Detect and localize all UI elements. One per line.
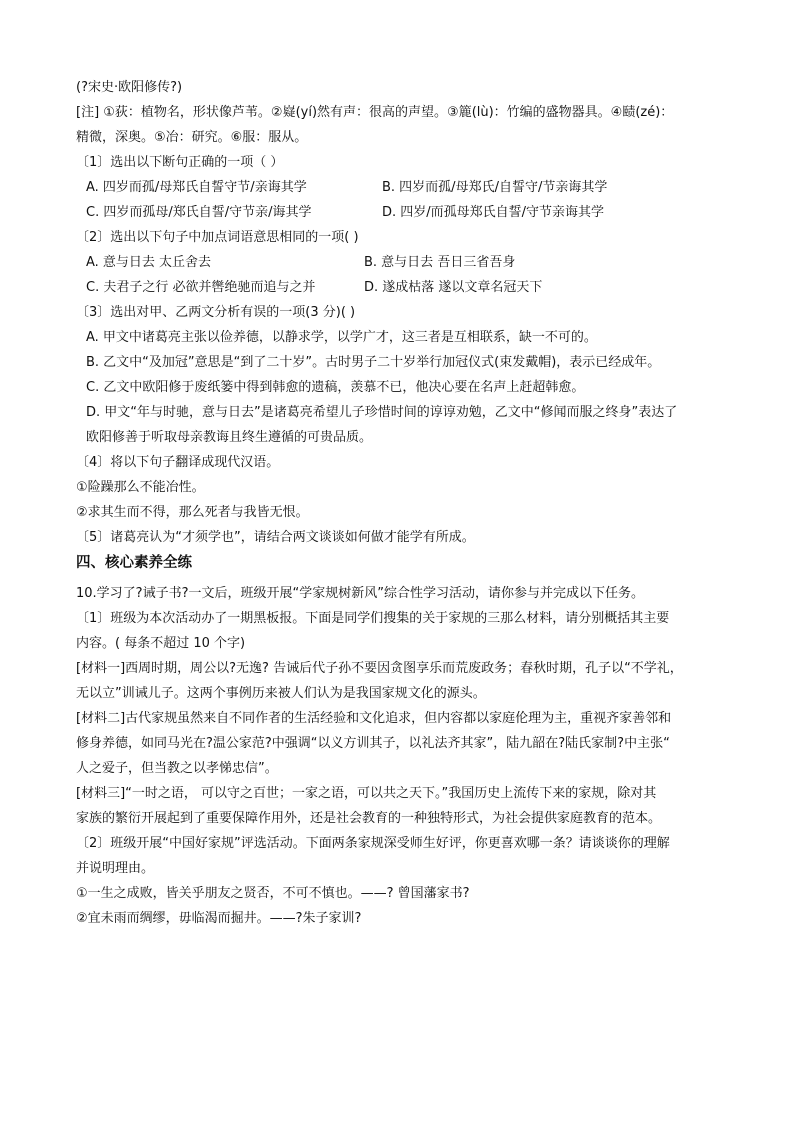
- notes-line-1: [注] ①荻：植物名，形状像芦苇。②嶷(yí)然有声：很高的声望。③簏(lù)：竹编的盛物器具。④赜(zé)：: [76, 105, 674, 120]
- question-2-option-b: B. 意与日去 吾日三省吾身: [364, 255, 516, 270]
- material-2-line-2: 修身养德，如同马光在?温公家范?中强调“以义方训其子，以礼法齐其家”，陆九韶在?陆氏家制?中主张“: [76, 736, 670, 751]
- question-4-sentence-2: ②求其生而不得，那么死者与我皆无恨。: [76, 505, 309, 520]
- question-5-stem: 〔5〕诸葛亮认为“才须学也”，请结合两文谈谈如何做才能学有所成。: [76, 530, 475, 545]
- question-10-intro: 10.学习了?诫子书?一文后，班级开展“学家规树新风”综合性学习活动，请你参与并完成以下任务。: [76, 586, 644, 601]
- family-rule-2: ②宜未雨而绸缪，毋临渴而掘井。——?朱子家训?: [76, 911, 362, 926]
- material-3-line-1: [材料三]“一时之语， 可以守之百世；一家之语，可以共之天下。”我国历史上流传下来的家规，除对其: [76, 786, 657, 801]
- question-1-option-b: B. 四岁而孤/母郑氏/自誓守/节亲诲其学: [382, 180, 608, 195]
- question-3-option-a: A. 甲文中诸葛亮主张以俭养德，以静求学，以学广才，这三者是互相联系，缺一不可的。: [86, 330, 597, 345]
- question-10-part-2-line-1: 〔2〕班级开展“中国好家规”评选活动。下面两条家规深受师生好评，你更喜欢哪一条？请谈谈你的理解: [76, 836, 670, 851]
- material-3-line-2: 家族的繁衍开展起到了重要保障作用外，还是社会教育的一种独特形式，为社会提供家庭教育的范本。: [76, 811, 662, 826]
- notes-line-2: 精微，深奥。⑤冶：研究。⑥服：服从。: [76, 130, 308, 145]
- question-1-option-c: C. 四岁而孤母/郑氏自誓/守节亲/诲其学: [86, 205, 312, 220]
- question-1-option-a: A. 四岁而孤/母郑氏自誓守节/亲诲其学: [86, 180, 307, 195]
- question-1-option-d: D. 四岁/而孤母郑氏自誓/守节亲诲其学: [382, 205, 605, 220]
- question-4-stem: 〔4〕将以下句子翻译成现代汉语。: [76, 455, 280, 470]
- question-2-option-c: C. 夫君子之行 必欲并辔绝驰而追与之并: [86, 280, 316, 295]
- source-citation: (?宋史·欧阳修传?): [76, 80, 183, 95]
- question-10-part-1-line-1: 〔1〕班级为本次活动办了一期黑板报。下面是同学们搜集的关于家规的三那么材料，请分别概括其主要: [76, 611, 670, 626]
- question-1-stem: 〔1〕选出以下断句正确的一项（ ）: [76, 155, 284, 170]
- material-1-line-2: 无以立”训诫儿子。这两个事例历来被人们认为是我国家规文化的源头。: [76, 686, 486, 701]
- question-2-option-d: D. 遂成枯落 遂以文章名冠天下: [364, 280, 543, 295]
- question-10-part-1-line-2: 内容。( 每条不超过 10 个字): [76, 636, 246, 651]
- family-rule-1: ①一生之成败，皆关乎朋友之贤否，不可不慎也。——? 曾国藩家书?: [76, 886, 470, 901]
- question-3-option-b: B. 乙文中“及加冠”意思是“到了二十岁”。古时男子二十岁举行加冠仪式(束发戴帽)，表示已经成年。: [86, 355, 661, 370]
- material-1-line-1: [材料一]西周时期，周公以?无逸? 告诫后代子孙不要因贪图享乐而荒废政务；春秋时期，孔子以“不学礼，: [76, 661, 683, 676]
- question-10-part-2-line-2: 并说明理由。: [76, 861, 155, 876]
- question-3-option-c: C. 乙文中欧阳修于废纸篓中得到韩愈的遗稿，羡慕不已，他决心要在名声上赶超韩愈。: [86, 380, 585, 395]
- material-2-line-3: 人之爱子，但当教之以孝悌忠信”。: [76, 761, 278, 776]
- question-3-option-d-line-1: D. 甲文“年与时驰，意与日去”是诸葛亮希望儿子珍惜时间的谆谆劝勉，乙文中“修闻而服之终身”表达了: [86, 405, 678, 420]
- question-3-option-d-line-2: 欧阳修善于听取母亲教诲且终生遵循的可贵品质。: [86, 430, 373, 445]
- material-2-line-1: [材料二]古代家规虽然来自不同作者的生活经验和文化追求，但内容都以家庭伦理为主，重视齐家善邻和: [76, 711, 672, 726]
- question-2-option-a: A. 意与日去 太丘舍去: [86, 255, 212, 270]
- question-3-stem: 〔3〕选出对甲、乙两文分析有误的一项(3 分)( ): [76, 305, 356, 320]
- question-4-sentence-1: ①险躁那么不能冶性。: [76, 480, 205, 495]
- question-2-stem: 〔2〕选出以下句子中加点词语意思相同的一项( ): [76, 230, 359, 245]
- section-heading: 四、核心素养全练: [76, 555, 192, 571]
